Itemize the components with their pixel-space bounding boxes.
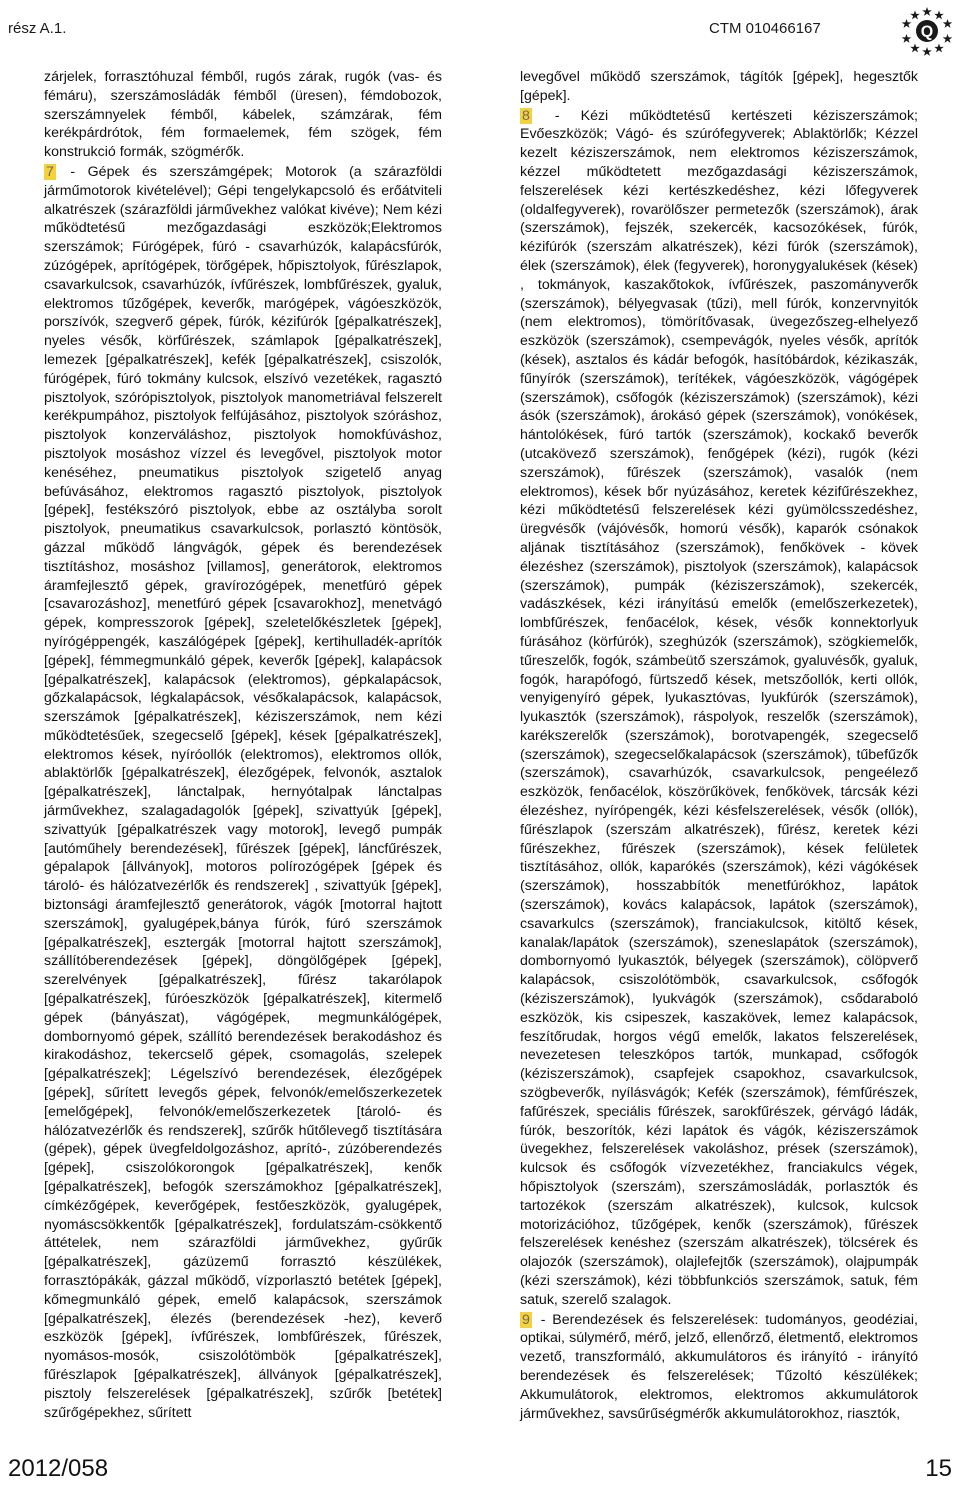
class-7-paragraph xyxy=(44,163,442,1422)
class-number-badge: 9 xyxy=(522,1311,530,1328)
header-document-id: CTM 010466167 xyxy=(709,20,821,37)
class-number-badge: 7 xyxy=(46,163,54,180)
footer-page-number: 15 xyxy=(925,1455,952,1482)
logo-letter: Q xyxy=(920,23,934,41)
right-column xyxy=(520,68,918,1423)
right-paragraph-continuation: levegővel működő szerszámok, tágítók [gépek], hegesztők [gépek]. xyxy=(520,69,918,104)
class-number-badge: 8 xyxy=(522,107,530,124)
left-column xyxy=(44,68,442,1422)
eu-stars-logo-icon xyxy=(900,4,954,58)
class-8-paragraph xyxy=(520,107,918,1310)
class-8-text: - Kézi működtetésű kertészeti kéziszerszámok; Evőeszközök; Vágó- és szúrófegyverek; Ablaktörlők; Kézzel kezelt kéziszerszámok, nem elektromos kéziszerszámok, kézzel működtetett mezőgazdasági kéziszerszámok, felszerelések kézi kertészkedéshez, kézi lőfegyverek (oldalfegyverek), rovarölőszer permetezők (szerszámok), árak (szerszámok), fejszék, szekercék, kacsozókések, fúrók, kézifúrók (szerszám alkatrészek), kézi fúrók (szerszámok), élek (szerszámok), élek (fegyverek), horonygyalukések (kések) , tokmányok, kaszakőtokok, ívfűrészek, paszományverők (szerszámok), bélyegvasak (tűzi), mell fúrók, konzervnyitók (nem elektromos), tömörítővasak, üvegezőszeg-elhelyező eszközök (szerszámok), csempevágók, nyeles vésők, aprítók (kések), asztalos és kádár befogók, hasítóbárdok, kézikaszák, fűnyírók (szerszámok), terítékek, vágóeszközök, vágógépek (szerszámok), csőfogók (kéziszerszámok) (szerszámok), kézi ásók (szerszámok), árokásó gépek (szerszámok), vonókések, hántolókések, fúró tartók (szerszámok), kockakő beverők (utcakövező szerszámok), fenőgépek (kézi), rugók (kézi szerszámok), fűrészek (szerszámok), vasalók (nem elektromos), kések bőr nyúzásához, keretek kézifűrészekhez, kézi működtetésű felszerelések kézi gyümölcsszedéshez, üregvésők (vájóvésők, homorú vésők), kaparók csónakok aljának tisztításához (szerszámok), fenőkövek - kövek élezéshez (szerszámok), pisztolyok (szerszámok), kalapácsok (szerszámok), pumpák (kéziszerszámok), szekercék, vadászkések, kézi irányítású emelők (emelőszerkezetek), lombfűrészek, fenőacélok, kések, vésők konnektorlyuk fúrásához (körfúrók), szeghúzók (szerszámok), szögkiemelők, tűreszelők, fogók, számbeütő szerszámok, gyaluvésők, gyaluk, fogók, harapófogó, fürtszedő kések, metszőollók, kerti ollók, venyigenyíró gépek, lyukasztóvas, lyukfúrók (szerszámok), lyukasztók (szerszámok), ráspolyok, reszelők (szerszámok), karékszerelők (szerszámok), borotvapengék, szegecselő (szerszámok), szegecselőkalapácsok (szerszámok), tűbefűzők (szerszámok), csavarhúzók, csavarkulcsok, pengeélező eszközök, fenőacélok, köszörűkövek, fenőkövek, tárcsák kézi élezéshez, nyírópengék, kézi késfelszerelések, vésők (ollók), fűrészlapok (szerszám alkatrészek), fűrész, keretek kézi fűrészekhez, fűrészek (szerszámok), kések felületek tisztításához, ollók, kaparókés (szerszámok), kézi vágókések (szerszámok), hosszabbítók menetfúrókhoz, lapátok (szerszámok), kovács kalapácsok, lapátok (szerszámok), csavarkulcs (szerszámok), franciakulcsok, kitöltő kések, kanalak/lapátok (szerszámok), szeneslapátok (szerszámok), dombornyomó lyukasztók, bélyegek (szerszámok), cölöpverő kalapácsok, csiszolótömbök, csavarkulcsok, csőfogók (kéziszerszámok), lyukvágók (szerszámok), csődaraboló eszközök, kis csipeszek, kaszakövek, lemez kalapácsok, feszítőrudak, horgos végű emelők, lakatos felszerelések, nevezetesen teleszkópos tartók, munkapad, csőfogók (kéziszerszámok), csapfejek csapokhoz, csavarkulcsok, szögbeverők, nyílásvágók; Kefék (szerszámok), fémfűrészek, fafűrészek, speciális fűrészek, sarokfűrészek, gérvágó ládák, fúrók, beszorítók, kézi lapátok és vágók, kéziszerszámok üvegekhez, felszerelések vakoláshoz, prések (szerszámok), kulcsok és csőfogók vízvezetékhez, franciakulcs végek, hőpisztolyok (szerszám), szerszámosládák, porlasztók és tartozékok (szerszám alkatrészek), kulcsok, kulcsok motorizációhoz, tűzőgépek, kenők (szerszámok), fűrészek felszerelések kenéshez (szerszám alkatrészek), tölcsérek és olajozók (szerszámok), olajlefejtők (szerszámok), olajpumpák (kézi szerszámok), kézi többfunkciós szerszámok, satuk, fém satuk, szerelő szalagok. xyxy=(520,107,918,1308)
header-section-label: rész A.1. xyxy=(8,20,67,37)
class-9-text: - Berendezések és felszerelések: tudományos, geodéziai, optikai, súlymérő, mérő, jelző, ellenőrző, életmentő, elektromos vezető, transzformáló, akkumulátoros és irányító - irányító berendezések és felszerelések; Tűzoltó készülékek; Akkumulátorok, elektromos, elektromos akkumulátorok járművekhez, savsűrűségmérők akkumulátorokhoz, riasztók, xyxy=(520,1311,918,1422)
footer-issue-number: 2012/058 xyxy=(8,1455,109,1482)
left-paragraph-continuation: zárjelek, forrasztóhuzal fémből, rugós zárak, rugók (vas- és fémáru), szerszámosládák fémből (üresen), fémdobozok, szerszámnyelek fémből, kábelek, számzárak, fém kerékpárdrótok, fém formaelemek, fém szögek, fém konstrukció formák, szögmérők. xyxy=(44,69,442,161)
class-7-text: - Gépek és szerszámgépek; Motorok (a szárazföldi járműmotorok kivételével); Gépi tengelykapcsoló és erőátviteli alkatrészek (szárazföldi járművekhez valókat kivéve); Nem kézi működtetésű mezőgazdasági eszközök;Elektromos szerszámok; Fúrógépek, fúró - csavarhúzók, kalapácsfúrók, zúzógépek, aprítógépek, törőgépek, hőpisztolyok, fűrészlapok, csavarkulcsok, csavarhúzók, ívfűrészek, lombfűrészek, gyaluk, elektromos tűzőgépek, keverők, marógépek, vágóeszközök, porszívók, szegverő gépek, fúrók, kézifúrók [gépalkatrészek], nyeles vésők, körfűrészek, számlapok [gépalkatrészek], lemezek [gépalkatrészek], kefék [gépalkatrészek], csiszolók, fúrógépek, fúró tokmány kulcsok, elszívó vezetékek, ragasztó pisztolyok, szórópisztolyok, pisztolyok manometriával felszerelt kerékpumpához, pisztolyok felfújásához, pisztolyok szóráshoz, pisztolyok konzerváláshoz, pisztolyok homokfúváshoz, pisztolyok mosáshoz vízzel és levegővel, pisztolyok motor kenéséhez, pneumatikus pisztolyok szigetelő anyag befúvásához, elektromos ragasztó pisztolyok, pisztolyok [gépek], festékszóró pisztolyok, ebbe az osztályba sorolt pisztolyok, pneumatikus csavarkulcsok, porlasztó köntösök, gázzal működő lángvágók, gépek és berendezések tisztításhoz, mosáshoz [villamos], generátorok, elektromos áramfejlesztő gépek, gravírozógépek, menetfúró gépek [csavarozáshoz], menetfúró gépek [csavarokhoz], menetvágó gépek, kompresszorok [gépek], szeletelőkészletek [gépek], nyírógéppengék, kaszálógépek [gépek], kertihulladék-aprítók [gépek], fémmegmunkáló gépek, keverők [gépek], kalapácsok [gépalkatrészek], kalapácsok (elektromos), gépkalapácsok, gőzkalapácsok, légkalapácsok, vésőkalapácsok, kalapácsok, szerszámok [gépalkatrészek], kéziszerszámok, nem kézi működtetésűek, szegecselő [gépek], kések [gépalkatrészek], elektromos kések, nyíróollók (elektromos), elektromos ollók, ablaktörlők [gépalkatrészek], élezőgépek, felvonók, asztalok [gépalkatrészek], lánctalpak, hernyótalpak lánctalpas járművekhez, szalagadagolók [gépek], szivattyúk [gépek], szivattyúk [gépalkatrészek vagy motorok], levegő pumpák [autóműhely berendezések], fűrészek [gépek], láncfűrészek, gépalapok [állványok], motoros polírozógépek [gépek és tároló- és hálózatvezérlők és rendszerek] , szivattyúk [gépek], biztonsági áramfejlesztő generátorok, vágók [motorral hajtott szerszámok], gyalugépek,bánya fúrók, fúró szerszámok [gépalkatrészek], esztergák [motorral hajtott szerszámok], szállítóberendezések [gépek], döngölőgépek [gépek], szerelvények [gépalkatrészek], fűrész takarólapok [gépalkatrészek], fúróeszközök [gépalkatrészek], kitermelő gépek (bányászat), vágógépek, megmunkálógépek, dombornyomó gépek, szállító berendezések berakodáshoz és kirakodáshoz, tekercselő gépek, csomagolás, szelepek [gépalkatrészek]; Légelszívó berendezések, élezőgépek [gépek], sűrített levegős gépek, felvonók/emelőszerkezetek [emelőgépek], felvonók/emelőszerkezetek [tároló- és hálózatvezérlők és rendszerek], szűrők hűtőlevegő tisztítására (gépek), gépek üvegfeldolgozáshoz, aprító-, zúzóberendezés [gépek], csiszolókorongok [gépalkatrészek], kenők [gépalkatrészek], befogók szerszámokhoz [gépalkatrészek], címkézőgépek, keverőgépek, festőeszközök, gyalugépek, nyomáscsökkentők [gépalkatrészek], fordulatszám-csökkentő áttételek, nem szárazföldi járművekhez, gyűrűk [gépalkatrészek], gázüzemű forrasztó készülékek, forrasztópákák, gázzal működő, vízporlasztó betétek [gépek], kőmegmunkáló gépek, emelő kalapácsok, szerszámok [gépalkatrészek], élezés (berendezések -hez), keverő eszközök [gépek], ívfűrészek, lombfűrészek, fűrészek, nyomásos-mosók, csiszolótömbök [gépalkatrészek], fűrészlapok [gépalkatrészek], állványok [gépalkatrészek], pisztoly felszerelések [gépalkatrészek], szűrők [betétek] szűrőgépekhez, sűrített xyxy=(44,163,442,1421)
class-9-paragraph xyxy=(520,1311,918,1424)
